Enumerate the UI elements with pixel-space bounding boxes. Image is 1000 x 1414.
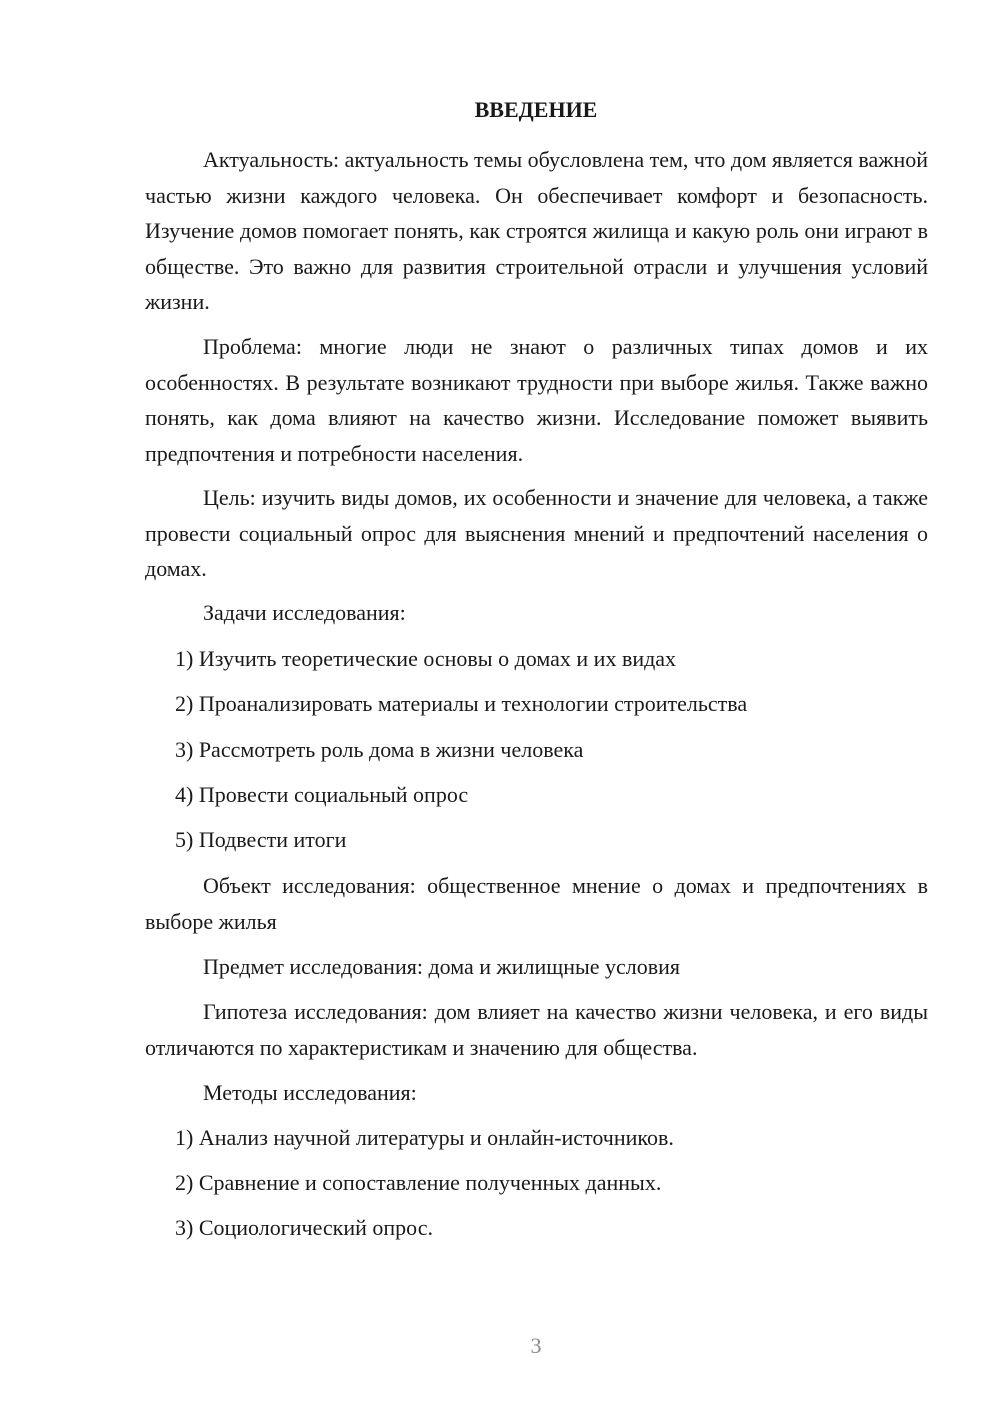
tasks-heading: Задачи исследования: bbox=[203, 600, 406, 625]
object-paragraph: Объект исследования: общественное мнение о домах и предпочтениях в выборе жилья bbox=[145, 873, 928, 934]
task-item: 1) Изучить теоретические основы о домах и их видах bbox=[175, 646, 677, 671]
problem-paragraph: Проблема: многие люди не знают о различных типах домов и их особенностях. В результате возникают трудности при выборе жилья. Также важно понять, как дома влияют на качество жизни. Исследование поможет выявить предпочтения и потребности населения. bbox=[145, 334, 928, 466]
subject-paragraph: Предмет исследования: дома и жилищные условия bbox=[203, 954, 681, 979]
task-item: 5) Подвести итоги bbox=[175, 827, 347, 852]
task-item: 2) Проанализировать материалы и технологии строительства bbox=[175, 691, 748, 716]
task-item: 3) Рассмотреть роль дома в жизни человека bbox=[175, 737, 584, 762]
relevance-paragraph: Актуальность: актуальность темы обусловлена тем, что дом является важной частью жизни каждого человека. Он обеспечивает комфорт и безопасность. Изучение домов помогает понять, как строятся жилища и какую роль они играют в обществе. Это важно для развития строительной отрасли и улучшения условий жизни. bbox=[145, 147, 928, 314]
methods-heading: Методы исследования: bbox=[203, 1080, 417, 1105]
page-number: 3 bbox=[530, 1333, 542, 1358]
hypothesis-paragraph: Гипотеза исследования: дом влияет на качество жизни человека, и его виды отличаются по характеристикам и значению для общества. bbox=[145, 999, 928, 1060]
method-item: 1) Анализ научной литературы и онлайн-источников. bbox=[175, 1125, 674, 1150]
method-item: 3) Социологический опрос. bbox=[175, 1215, 433, 1240]
method-item: 2) Сравнение и сопоставление полученных данных. bbox=[175, 1170, 662, 1195]
goal-paragraph: Цель: изучить виды домов, их особенности и значение для человека, а также провести социальный опрос для выяснения мнений и предпочтений населения о домах. bbox=[145, 485, 928, 581]
page-title: ВВЕДЕНИЕ bbox=[474, 97, 598, 122]
task-item: 4) Провести социальный опрос bbox=[175, 782, 469, 807]
